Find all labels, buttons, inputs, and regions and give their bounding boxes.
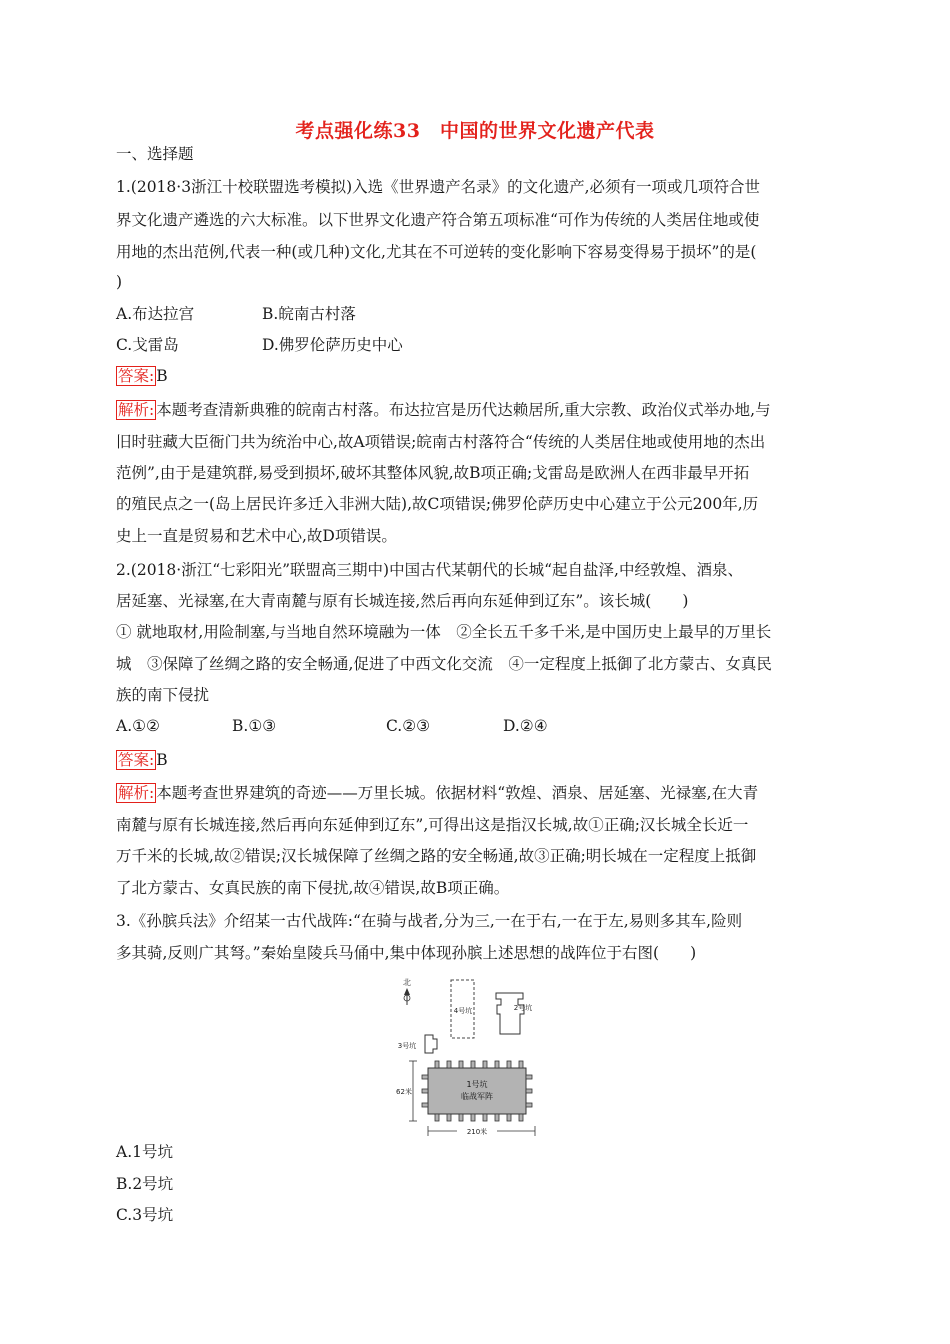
q2-analysis-line-1 bbox=[116, 783, 836, 803]
q1-option-d: D.佛罗伦萨历史中心 bbox=[262, 336, 403, 354]
q1-stem-line-4: ) bbox=[116, 273, 123, 291]
q3-stem-line-2: 多其骑,反则广其弩。”秦始皇陵兵马俑中,集中体现孙膑上述思想的战阵位于右图( ) bbox=[116, 944, 697, 962]
q3-option-b: B.2号坑 bbox=[116, 1175, 174, 1193]
north-label: 北 bbox=[403, 978, 411, 987]
north-arrow-icon bbox=[404, 988, 410, 1005]
pit1-label: 1号坑 bbox=[466, 1080, 488, 1089]
q1-analysis-line-3: 范例”,由于是建筑群,易受到损坏,破坏其整体风貌,故B项正确;戈雷岛是欧洲人在西非最早开拓 bbox=[116, 464, 750, 482]
q1-option-a: A.布达拉宫 bbox=[116, 305, 195, 323]
q1-stem-line-3: 用地的杰出范例,代表一种(或几种)文化,尤其在不可逆转的变化影响下容易变得易于损坏”的是( bbox=[116, 243, 757, 261]
q2-analysis-line-2: 南麓与原有长城连接,然后再向东延伸到辽东”,可得出这是指汉长城,故①正确;汉长城全长近一 bbox=[116, 816, 749, 834]
pit1-block bbox=[428, 1068, 526, 1114]
q1-analysis-line-2: 旧时驻藏大臣衙门共为统治中心,故A项错误;皖南古村落符合“传统的人类居住地或使用地的杰出 bbox=[116, 433, 766, 451]
page-title: 考点强化练33 中国的世界文化遗产代表 bbox=[295, 120, 655, 142]
q3-stem-line-1: 3.《孙膑兵法》介绍某一古代战阵:“在骑与战者,分为三,一在于右,一在于左,易则多其车,险则 bbox=[116, 912, 743, 930]
q1-stem-line-1: 1.(2018·3浙江十校联盟选考模拟)入选《世界遗产名录》的文化遗产,必须有一项或几项符合世 bbox=[116, 178, 761, 196]
pit2-label: 2号坑 bbox=[513, 1004, 533, 1012]
q3-option-c: C.3号坑 bbox=[116, 1206, 174, 1224]
q1-analysis-line-4: 的殖民点之一(岛上居民许多迁入非洲大陆),故C项错误;佛罗伦萨历史中心建立于公元200年,历 bbox=[116, 495, 759, 513]
q2-stem-line-1: 2.(2018·浙江“七彩阳光”联盟高三期中)中国古代某朝代的长城“起自盐泽,中经敦煌、酒泉、 bbox=[116, 561, 743, 579]
pit4-label: 4号坑 bbox=[453, 1007, 473, 1015]
q2-stem-line-4: 城 ③保障了丝绸之路的安全畅通,促进了中西文化交流 ④一定程度上抵御了北方蒙古、女真民 bbox=[116, 655, 772, 673]
pit3-outline bbox=[425, 1035, 437, 1053]
q1-analysis-line-1 bbox=[116, 400, 836, 420]
q2-analysis-text-1: 本题考查世界建筑的奇迹——万里长城。依据材料“敦煌、酒泉、居延塞、光禄塞,在大青 bbox=[156, 784, 759, 802]
q2-answer-value: B bbox=[156, 751, 168, 769]
q2-option-c: C.②③ bbox=[386, 717, 431, 735]
pit1-sublabel: 临战军阵 bbox=[461, 1092, 493, 1101]
terracotta-pits-map bbox=[395, 973, 555, 1138]
q2-stem-line-5: 族的南下侵扰 bbox=[116, 686, 210, 704]
q2-option-a: A.①② bbox=[116, 717, 160, 735]
q2-analysis-line-3: 万千米的长城,故②错误;汉长城保障了丝绸之路的安全畅通,故③正确;明长城在一定程度上抵御 bbox=[116, 847, 757, 865]
width-label: 210米 bbox=[466, 1128, 488, 1136]
q1-option-b: B.皖南古村落 bbox=[262, 305, 356, 323]
pit2-outline bbox=[496, 993, 524, 1034]
q1-analysis-text-1: 本题考查清新典雅的皖南古村落。布达拉宫是历代达赖居所,重大宗教、政治仪式举办地,与 bbox=[156, 401, 771, 419]
q1-answer bbox=[116, 366, 836, 386]
q2-answer bbox=[116, 750, 836, 770]
q1-analysis-line-5: 史上一直是贸易和艺术中心,故D项错误。 bbox=[116, 527, 397, 545]
q2-option-b: B.①③ bbox=[232, 717, 277, 735]
q1-stem-line-2: 界文化遗产遴选的六大标准。以下世界文化遗产符合第五项标准“可作为传统的人类居住地或使 bbox=[116, 211, 760, 229]
q1-answer-value: B bbox=[156, 367, 168, 385]
answer-tag: 答案: bbox=[118, 367, 155, 385]
q2-stem-line-2: 居延塞、光禄塞,在大青南麓与原有长城连接,然后再向东延伸到辽东”。该长城( ) bbox=[116, 592, 689, 610]
section-heading: 一、选择题 bbox=[116, 145, 194, 163]
pit3-label: 3号坑 bbox=[397, 1042, 417, 1050]
q2-stem-line-3: ① 就地取材,用险制塞,与当地自然环境融为一体 ②全长五千多千米,是中国历史上最早的万里长 bbox=[116, 623, 772, 641]
q2-analysis-line-4: 了北方蒙古、女真民族的南下侵扰,故④错误,故B项正确。 bbox=[116, 879, 510, 897]
q2-option-d: D.②④ bbox=[503, 717, 548, 735]
analysis-tag: 解析: bbox=[118, 784, 155, 802]
analysis-tag: 解析: bbox=[118, 401, 155, 419]
q1-option-c: C.戈雷岛 bbox=[116, 336, 179, 354]
q3-option-a: A.1号坑 bbox=[116, 1143, 173, 1161]
height-label: 62米 bbox=[396, 1088, 412, 1096]
answer-tag: 答案: bbox=[118, 751, 155, 769]
